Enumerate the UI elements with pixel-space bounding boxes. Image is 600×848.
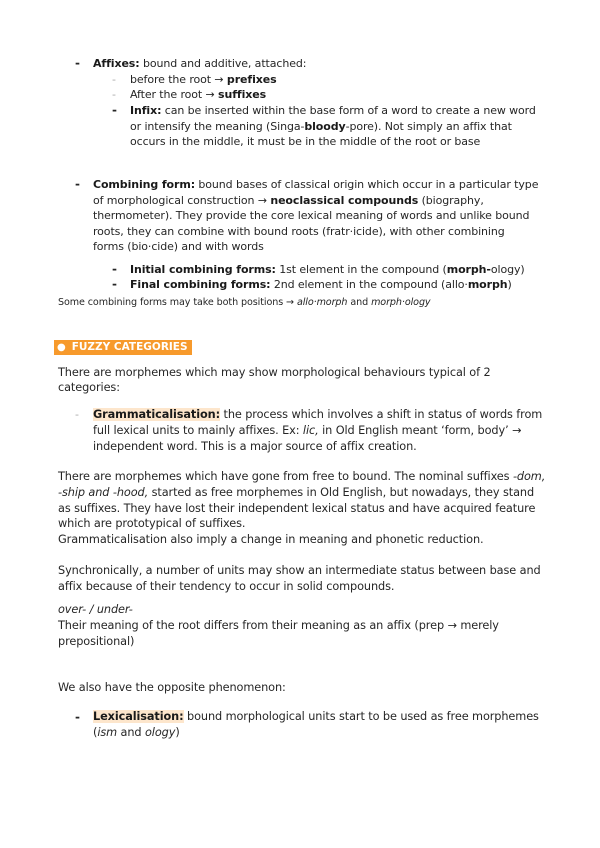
example-italic: ology	[144, 726, 176, 739]
definition-text: and	[117, 726, 145, 739]
list-bullet: -	[75, 408, 79, 421]
definition-text: 1st element in the compound (	[275, 263, 447, 276]
example-bold: morph	[467, 278, 508, 291]
sub-item-suffixes	[130, 88, 266, 101]
term-label: Combining form:	[93, 178, 196, 191]
bullet-icon: ●	[57, 342, 66, 353]
note-example: morph·ology	[371, 297, 431, 308]
sub-item-text: After the root →	[130, 88, 219, 101]
definition-text: bound morphological units start to be used as free morphemes	[183, 710, 539, 723]
list-bullet: -	[75, 56, 80, 70]
paragraph-line	[58, 486, 534, 499]
definition-text: can be inserted within the base form of a word to create a new word	[161, 104, 536, 117]
grammaticalisation-line-1	[93, 408, 542, 421]
list-bullet: -	[112, 262, 117, 276]
combining-line-3: thermometer). They provide the core lexical meaning of words and unlike bound	[93, 209, 530, 222]
final-combining-forms	[130, 278, 512, 291]
example-over-under: over- / under-	[58, 603, 133, 616]
term-label: Infix:	[130, 104, 162, 117]
paragraph-line: Grammaticalisation also imply a change in meaning and phonetic reduction.	[58, 533, 484, 546]
definition-text: )	[175, 726, 180, 739]
definition-text: -pore). Not simply an affix that	[345, 120, 512, 133]
definition-text: ology)	[490, 263, 525, 276]
sub-item-text: before the root →	[130, 73, 227, 86]
definition-text: 2nd element in the compound (allo·	[270, 278, 468, 291]
term-label: Initial combining forms:	[130, 263, 276, 276]
combining-line-2	[93, 194, 484, 207]
paragraph-line: We also have the opposite phenomenon:	[58, 681, 286, 694]
term-label: Final combining forms:	[130, 278, 271, 291]
intro-line-2: categories:	[58, 381, 120, 394]
note-example: allo·morph	[296, 297, 348, 308]
paragraph-line: which are prototypical of suffixes.	[58, 517, 246, 530]
intro-line-1: There are morphemes which may show morphological behaviours typical of 2	[58, 366, 491, 379]
lexicalisation-line-1	[93, 710, 539, 723]
sub-item-term: suffixes	[218, 88, 267, 101]
example-italic: lic,	[302, 424, 319, 437]
paragraph-text: There are morphemes which have gone from free to bound. The nominal suffixes	[58, 470, 513, 483]
term-label: Affixes:	[93, 57, 140, 70]
affixes-line	[93, 57, 306, 70]
list-bullet: -	[112, 73, 116, 86]
definition-text: in Old English meant ‘form, body’ →	[318, 424, 522, 437]
list-bullet: -	[75, 177, 80, 191]
lexicalisation-line-2	[93, 726, 180, 739]
list-bullet: -	[112, 88, 116, 101]
combining-line-4: roots, they can combine with bound roots (fratr·icide), with other combining	[93, 225, 505, 238]
list-bullet: -	[112, 103, 117, 117]
example-bold: morph-	[446, 263, 491, 276]
definition-text: the process which involves a shift in status of words from	[220, 408, 543, 421]
example-italic: ism	[97, 726, 118, 739]
definition-text: bound bases of classical origin which occur in a particular type	[195, 178, 539, 191]
example-italic: -dom,	[512, 470, 546, 483]
note-text: Some combining forms may take both positions →	[58, 297, 297, 308]
paragraph-text: started as free morphemes in Old English, but nowadays, they stand	[148, 486, 535, 499]
definition-text: (	[93, 726, 98, 739]
infix-line-2	[130, 120, 512, 133]
note-text: and	[347, 297, 372, 308]
paragraph-line: as suffixes. They have lost their independent lexical status and have acquired feature	[58, 502, 536, 515]
paragraph-line: prepositional)	[58, 635, 135, 648]
grammaticalisation-line-2	[93, 424, 521, 437]
example-italic: -ship and -hood,	[58, 486, 149, 499]
paragraph-line: affix because of their tendency to occur in solid compounds.	[58, 580, 395, 593]
paragraph-line: Their meaning of the root differs from their meaning as an affix (prep → merely	[58, 619, 499, 632]
definition-text: full lexical units to mainly affixes. Ex:	[93, 424, 303, 437]
combining-note	[58, 297, 431, 308]
sub-item-term: prefixes	[226, 73, 277, 86]
list-bullet: -	[75, 710, 80, 724]
highlighted-term: Grammaticalisation:	[93, 408, 221, 421]
term-bold: neoclassical compounds	[270, 194, 419, 207]
highlighted-term: Lexicalisation:	[93, 710, 184, 723]
definition-text: of morphological construction →	[93, 194, 271, 207]
combining-line-1	[93, 178, 538, 191]
paragraph-line	[58, 470, 545, 483]
paragraph-line: Synchronically, a number of units may show an intermediate status between base and	[58, 564, 541, 577]
grammaticalisation-line-3: independent word. This is a major source of affix creation.	[93, 440, 417, 453]
definition-text: or intensify the meaning (Singa-	[130, 120, 305, 133]
infix-line-1	[130, 104, 536, 117]
definition-text: )	[507, 278, 512, 291]
infix-line-3: occurs in the middle, it must be in the middle of the root or base	[130, 135, 481, 148]
section-heading	[54, 340, 192, 355]
list-bullet: -	[112, 277, 117, 291]
definition-text: bound and additive, attached:	[139, 57, 307, 70]
example-bold: bloody	[304, 120, 346, 133]
combining-line-5: forms (bio·cide) and with words	[93, 240, 264, 253]
initial-combining-forms	[130, 263, 525, 276]
definition-text: (biography,	[418, 194, 484, 207]
section-title: FUZZY CATEGORIES	[71, 341, 188, 353]
sub-item-prefixes	[130, 73, 277, 86]
